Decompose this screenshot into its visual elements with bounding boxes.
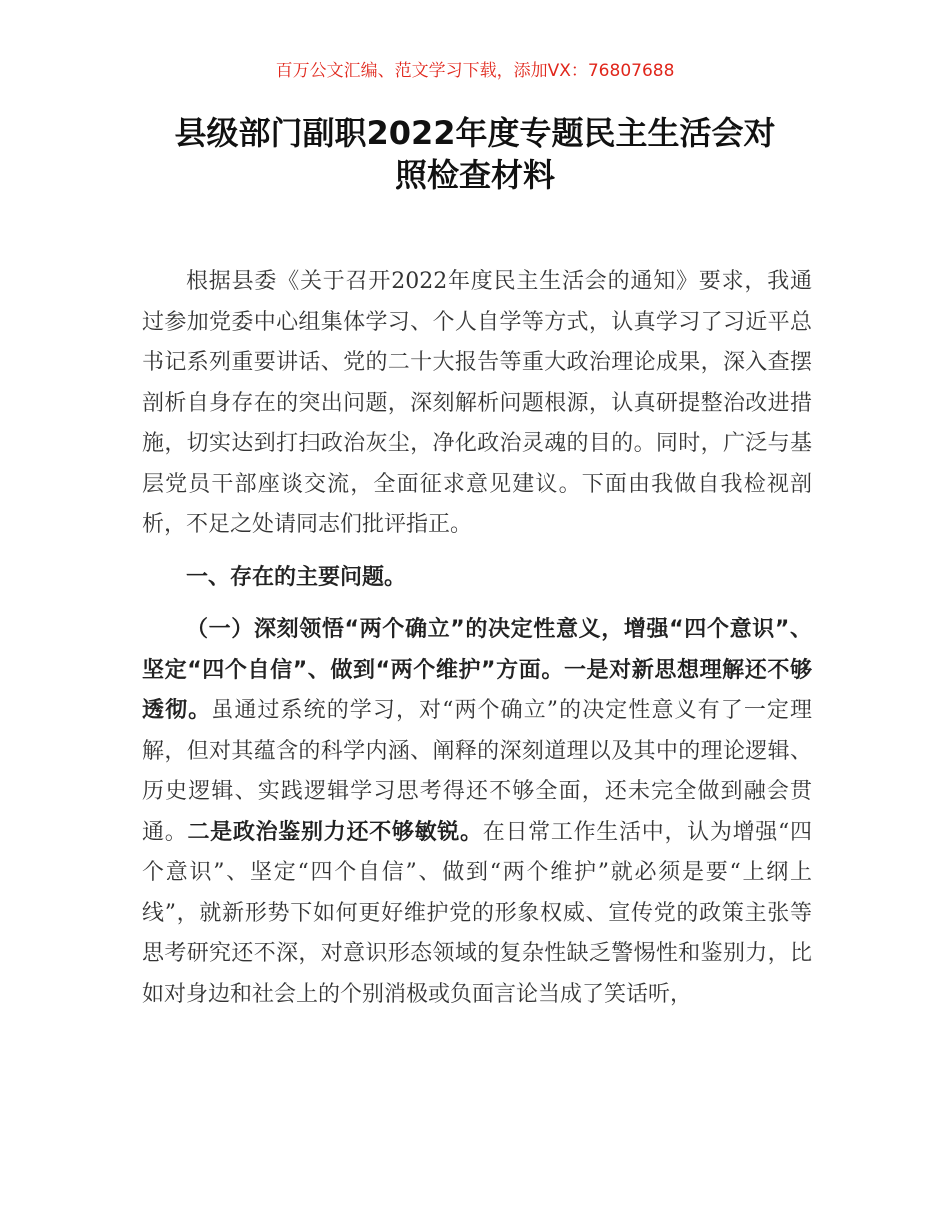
point-1-text: 虽通过系统的学习，对“两个确立”的决定性意义有了一定理解，但对其蕴含的科学内涵、阐释的深刻道理以及其中的理论逻辑、历史逻辑、实践逻辑学习思考得还不够全面，还未完全做到融会贯通。 (142, 698, 812, 845)
intro-paragraph: 根据县委《关于召开2022年度民主生活会的通知》要求，我通过参加党委中心组集体学习、个人自学等方式，认真学习了习近平总书记系列重要讲话、党的二十大报告等重大政治理论成果，深入查摆剖析自身存在的突出问题，深刻解析问题根源，认真研提整治改进措施，切实达到打扫政治灰尘，净化政治灵魂的目的。同时，广泛与基层党员干部座谈交流，全面征求意见建议。下面由我做自我检视剖析，不足之处请同志们批评指正。 (142, 269, 812, 537)
section-heading: 一、存在的主要问题。 (186, 564, 407, 590)
point-2-lead: 二是政治鉴别力还不够敏锐。 (187, 819, 483, 845)
watermark-header: 百万公文汇编、范文学习下载，添加VX：76807688 (275, 61, 675, 81)
document-body (142, 262, 812, 1015)
title-line-2: 照检查材料 (394, 156, 555, 194)
subsection-heading: （一）深刻领悟“两个确立”的决定性意义，增强“四个意识”、坚定“四个自信”、做到“两个维护”方面。 (142, 617, 812, 683)
document-title (120, 112, 830, 196)
point-2-text: 在日常工作生活中，认为增强“四个意识”、坚定“四个自信”、做到“两个维护”就必须是要“上纲上线”，就新形势下如何更好维护党的形象权威、宣传党的政策主张等思考研究还不深，对意识形态领域的复杂性缺乏警惕性和鉴别力，比如对身边和社会上的个别消极或负面言论当成了笑话听， (142, 819, 812, 1007)
point-1-lead: 一是对新思想理解还不够透彻。 (142, 657, 812, 723)
subsection-paragraph (142, 610, 812, 1015)
title-line-1: 县级部门副职2022年度专题民主生活会对 (174, 114, 776, 152)
